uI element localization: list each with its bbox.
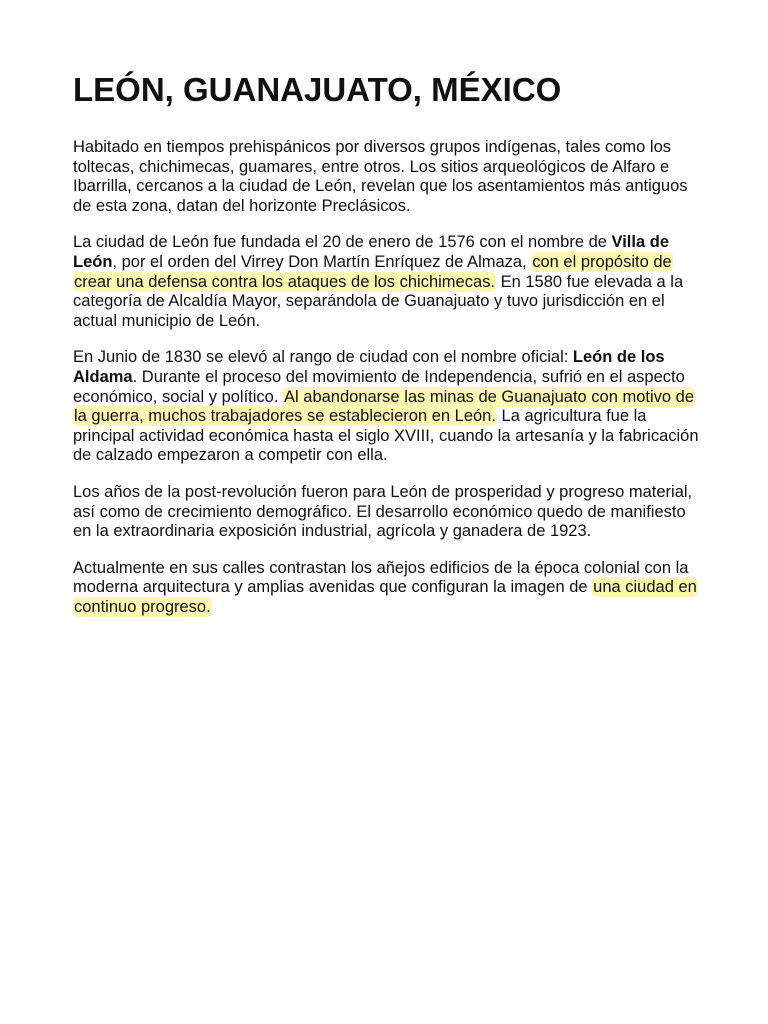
paragraph-text: Los años de la post-revolución fueron para León de prosperidad y progreso material, así como de crecimiento demográfico. El desarrollo económico quedo de manifiesto en la extraordinaria exposición industrial, agrícola y ganadera de 1923. [73, 482, 693, 541]
highlighted-text: una ciudad en continuo progreso. [74, 578, 697, 616]
bold-text-leon-de-los-aldama: León de los Aldama [73, 348, 665, 386]
highlighted-text: Al abandonarse las minas de Guanajuato con motivo de la guerra, muchos trabajadores se establecieron en León. [74, 387, 695, 426]
page-title: LEÓN, GUANAJUATO, MÉXICO [73, 71, 562, 108]
paragraph-text: Actualmente en sus calles contrastan los añejos edificios de la época colonial con la moderna arquitectura y amplias avenidas que configuran la imagen de [73, 558, 689, 597]
paragraph-text: La agricultura fue la principal actividad económica hasta el siglo XVIII, cuando la artesanía y la fabricación de calzado empezaron a competir con ella. [73, 407, 699, 465]
bold-text-villa-de-leon: Villa de León [73, 233, 669, 271]
paragraph-text: En Junio de 1830 se elevó al rango de ciudad con el nombre oficial: [73, 348, 573, 367]
paragraph-text: Habitado en tiempos prehispánicos por diversos grupos indígenas, tales como los toltecas, chichimecas, guamares, entre otros. Los sitios arqueológicos de Alfaro e Ibarrilla, cercanos a la ciudad de León, revelan que los asentamientos más antiguos de esta zona, datan del horizonte Preclásicos. [73, 138, 688, 215]
highlighted-text: con el propósito de crear una defensa contra los ataques de los chichimecas. [74, 252, 672, 291]
paragraph-foundation [73, 233, 703, 331]
paragraph-text: , por el orden del Virrey Don Martín Enríquez de Almaza, [112, 252, 532, 271]
paragraph-city-status [73, 348, 703, 466]
paragraph-present-day [73, 559, 703, 618]
document-page [73, 68, 703, 634]
paragraph-text: En 1580 fue elevada a la categoría de Alcaldía Mayor, separándola de Guanajuato y tuvo jurisdicción en el actual municipio de León. [73, 272, 684, 330]
paragraph-history [73, 138, 703, 216]
paragraph-text: La ciudad de León fue fundada el 20 de enero de 1576 con el nombre de [73, 233, 612, 252]
paragraph-text: . Durante el proceso del movimiento de Independencia, sufrió en el aspecto económico, social y político. [73, 367, 685, 406]
paragraph-post-revolution [73, 483, 703, 542]
